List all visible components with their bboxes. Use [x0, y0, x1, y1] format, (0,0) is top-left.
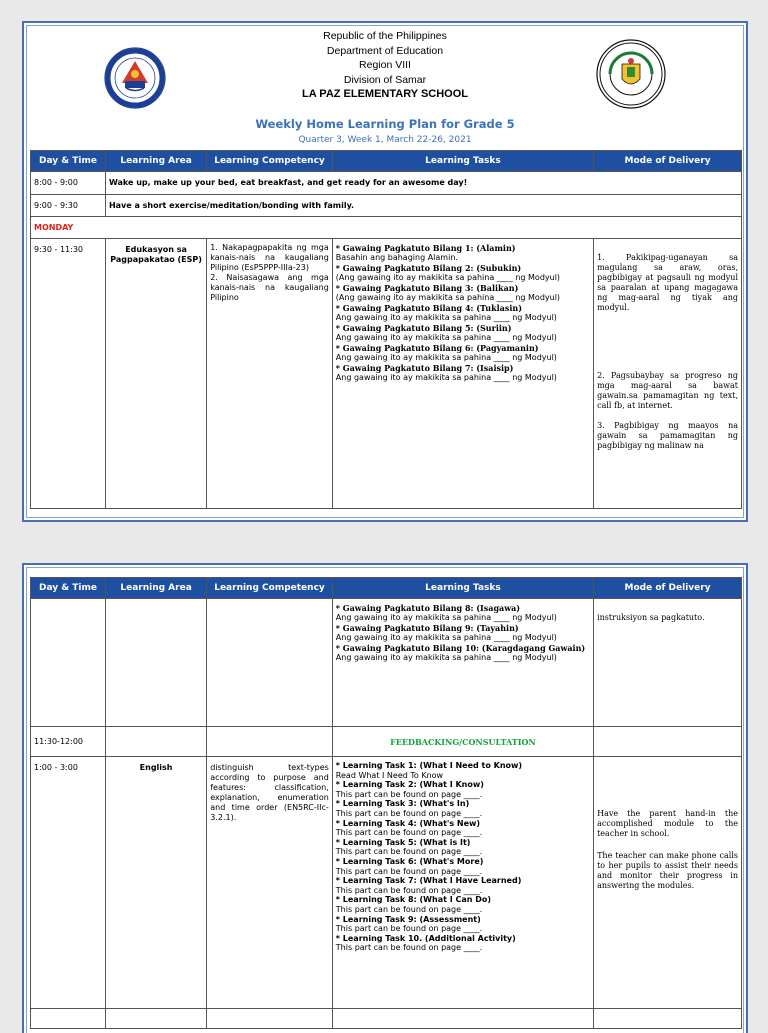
task-title: * Gawaing Pagkatuto Bilang 5: (Suriin) [335, 323, 512, 333]
header-learning-tasks: Learning Tasks [332, 578, 593, 599]
empty-cell [594, 1009, 742, 1029]
row-time: 9:30 - 11:30 [31, 239, 106, 509]
task-desc: Ang gawaing ito ay makikita sa pahina ____ ng Modyul) [335, 653, 557, 662]
header-learning-competency: Learning Competency [207, 151, 333, 172]
table-row [31, 195, 742, 217]
task-title: * Learning Task 6: (What's More) [335, 856, 484, 866]
document-page-1 [22, 21, 748, 522]
row-time: 8:00 - 9:00 [31, 172, 106, 195]
header-line-region: Region VIII [359, 59, 411, 71]
empty-cell [31, 1009, 106, 1029]
task-desc: Ang gawaing ito ay makikita sa pahina ____ ng Modyul) [335, 313, 557, 322]
task-title: * Gawaing Pagkatuto Bilang 4: (Tuklasin) [335, 303, 522, 313]
table-row [31, 757, 742, 1009]
task-title: * Learning Task 10. (Additional Activity) [335, 933, 516, 943]
delivery-cell [594, 239, 742, 509]
learning-area-cell: Edukasyon sa Pagpapakatao (ESP) [105, 239, 206, 509]
task-title: * Gawaing Pagkatuto Bilang 2: (Subukin) [335, 263, 522, 273]
table-row [31, 599, 742, 727]
day-label: MONDAY [31, 217, 742, 239]
document-page-2 [22, 563, 748, 1033]
task-desc: This part can be found on page ____. [335, 789, 483, 799]
task-desc: (Ang gawaing ito ay makikita sa pahina ____ ng Modyul) [335, 273, 561, 282]
tasks-cell [332, 599, 593, 727]
header-learning-area: Learning Area [105, 151, 206, 172]
delivery-item: 3. Pagbibigay ng maayos na gawain sa pamamagitan ng pagbibigay ng malinaw na [597, 421, 738, 450]
table-row [31, 239, 742, 509]
task-desc: Ang gawaing ito ay makikita sa pahina ____ ng Modyul) [335, 373, 557, 382]
competency-item: 2. Naisasagawa ang mga kanais-nais na kaugaliang Pilipino [210, 273, 329, 302]
table-row [31, 727, 742, 757]
delivery-cell [594, 727, 742, 757]
task-title: * Learning Task 1: (What I Need to Know) [335, 761, 523, 770]
tasks-cell [332, 239, 593, 509]
header-day-time: Day & Time [31, 578, 106, 599]
table-row [31, 1009, 742, 1029]
plan-title: Weekly Home Learning Plan for Grade 5 [255, 117, 515, 131]
learning-plan-table-continued [30, 577, 742, 1029]
delivery-cell [594, 757, 742, 1009]
task-title: * Gawaing Pagkatuto Bilang 3: (Balikan) [335, 283, 519, 293]
header-learning-competency: Learning Competency [207, 578, 333, 599]
day-row [31, 217, 742, 239]
task-desc: This part can be found on page ____. [335, 866, 483, 876]
task-desc: Ang gawaing ito ay makikita sa pahina ____ ng Modyul) [335, 633, 557, 642]
empty-cell [332, 1009, 593, 1029]
task-desc: This part can be found on page ____. [335, 885, 483, 895]
school-name: LA PAZ ELEMENTARY SCHOOL [301, 88, 469, 100]
header-learning-tasks: Learning Tasks [332, 151, 593, 172]
task-title: * Learning Task 3: (What's In) [335, 799, 470, 809]
plan-subtitle: Quarter 3, Week 1, March 22-26, 2021 [298, 135, 472, 145]
task-desc: Ang gawaing ito ay makikita sa pahina ____ ng Modyul) [335, 333, 557, 342]
task-title: * Learning Task 5: (What is It) [335, 837, 471, 847]
table-header-row [31, 578, 742, 599]
task-desc: (Ang gawaing ito ay makikita sa pahina ____ ng Modyul) [335, 293, 561, 302]
task-title: * Gawaing Pagkatuto Bilang 7: (Isaisip) [335, 363, 514, 373]
learning-plan-table [30, 150, 742, 509]
empty-cell [105, 1009, 206, 1029]
task-desc: Read What I Need To Know [335, 770, 444, 780]
row-time [31, 599, 106, 727]
competency-cell [207, 239, 333, 509]
task-title: * Learning Task 9: (Assessment) [335, 914, 481, 924]
learning-area-cell: English [105, 757, 206, 1009]
delivery-item: The teacher can make phone calls to her pupils to assist their needs and monitor their progress in answering the modules. [597, 851, 738, 890]
table-row [31, 172, 742, 195]
header-mode-of-delivery: Mode of Delivery [594, 578, 742, 599]
task-desc: Ang gawaing ito ay makikita sa pahina ____ ng Modyul) [335, 353, 557, 362]
task-desc: This part can be found on page ____. [335, 904, 483, 914]
delivery-item: 2. Pagsubaybay sa progreso ng mga mag-aaral sa bawat gawain.sa pamamagitan ng text, call fb, at internet. [597, 371, 738, 410]
row-time: 9:00 - 9:30 [31, 195, 106, 217]
row-activity: Wake up, make up your bed, eat breakfast, and get ready for an awesome day! [105, 172, 741, 195]
header-line-division: Division of Samar [343, 73, 427, 86]
row-activity: Have a short exercise/meditation/bonding with family. [105, 195, 741, 217]
row-time: 11:30-12:00 [31, 727, 106, 757]
header-mode-of-delivery: Mode of Delivery [594, 151, 742, 172]
task-desc: Basahin ang bahaging Alamin. [335, 253, 458, 262]
header-day-time: Day & Time [31, 151, 106, 172]
task-title: * Learning Task 7: (What I Have Learned) [335, 876, 522, 886]
learning-area-cell [105, 727, 206, 757]
competency-cell [207, 599, 333, 727]
task-desc: This part can be found on page ____. [335, 808, 483, 818]
header-line-department: Department of Education [326, 44, 444, 57]
learning-area-cell [105, 599, 206, 727]
feedback-label: FEEDBACKING/CONSULTATION [332, 727, 593, 757]
task-title: * Learning Task 4: (What's New) [335, 818, 481, 828]
task-title: * Gawaing Pagkatuto Bilang 6: (Pagyamanin) [335, 343, 539, 353]
competency-item: 1. Nakapagpapakita ng mga kanais-nais na kaugaliang Pilipino (EsP5PPP-IIIa-23) [210, 243, 329, 272]
header-line-republic: Republic of the Philippines [323, 30, 447, 42]
table-header-row [31, 151, 742, 172]
task-title: * Gawaing Pagkatuto Bilang 1: (Alamin) [335, 243, 516, 253]
delivery-item: 1. Pakikipag-uganayan sa magulang sa araw, oras, pagbibigay at pagsauli ng modyul sa paaralan at upang magagawa ng mag-aaral ng tiyak ang modyul. [597, 253, 738, 312]
header-learning-area: Learning Area [105, 578, 206, 599]
row-time: 1:00 - 3:00 [31, 757, 106, 1009]
task-desc: This part can be found on page ____. [335, 828, 483, 838]
delivery-item: Have the parent hand-in the accomplished module to the teacher in school. [597, 809, 738, 838]
task-desc: This part can be found on page ____. [335, 847, 483, 857]
task-title: * Gawaing Pagkatuto Bilang 8: (Isagawa) [335, 603, 521, 613]
empty-cell [207, 1009, 333, 1029]
document-header [24, 29, 746, 102]
competency-cell: distinguish text-types according to purpose and features: classification, explanation, enumeration and time order (EN5RC-IIc-3.2.1). [207, 757, 333, 1009]
task-desc: This part can be found on page ____. [335, 943, 483, 953]
task-title: * Gawaing Pagkatuto Bilang 10: (Karagdagang Gawain) [335, 643, 586, 653]
task-title: * Learning Task 2: (What I Know) [335, 780, 484, 790]
competency-cell [207, 727, 333, 757]
tasks-cell [332, 757, 593, 1009]
task-title: * Learning Task 8: (What I Can Do) [335, 895, 492, 905]
task-desc: This part can be found on page ____. [335, 924, 483, 934]
task-title: * Gawaing Pagkatuto Bilang 9: (Tayahin) [335, 623, 519, 633]
task-desc: Ang gawaing ito ay makikita sa pahina ____ ng Modyul) [335, 613, 557, 622]
delivery-cell: instruksiyon sa pagkatuto. [594, 599, 742, 727]
